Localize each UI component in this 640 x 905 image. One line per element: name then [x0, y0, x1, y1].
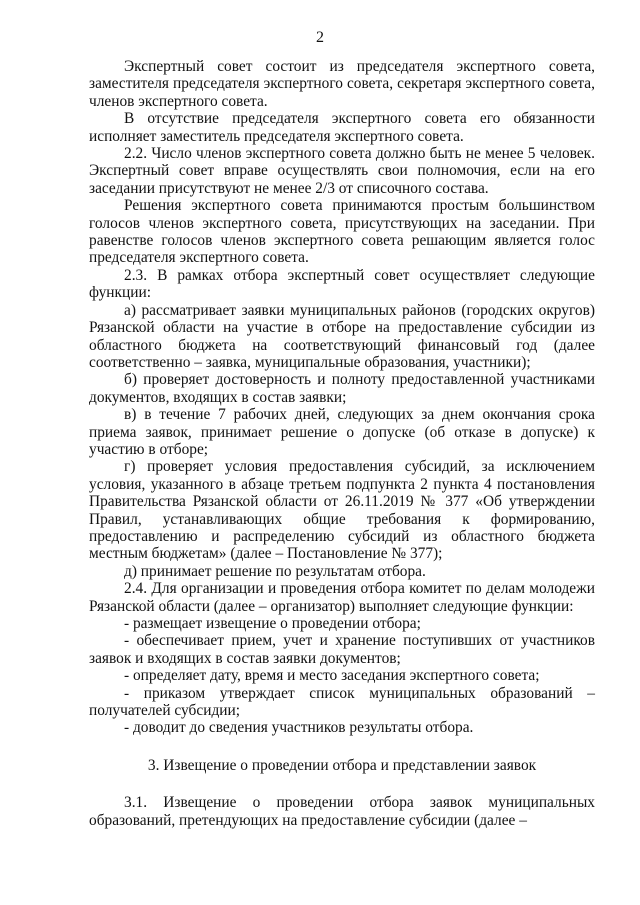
document-body	[89, 58, 595, 829]
paragraph-2-3: 2.3. В рамках отбора экспертный совет осуществляет следующие функции:	[89, 266, 595, 302]
dash-item-reception: - обеспечивает прием, учет и хранение поступивших от участников заявок и входящих в состав заявки документов;	[89, 632, 595, 667]
paragraph-council-composition: Экспертный совет состоит из председателя экспертного совета, заместителя председателя экспертного совета, секретаря экспертного совета, членов экспертного совета.	[89, 58, 595, 110]
dash-item-order: - приказом утверждает список муниципальных образований – получателей субсидии;	[89, 684, 595, 720]
paragraph-3-1: 3.1. Извещение о проведении отбора заявок муниципальных образований, претендующих на предоставление субсидии (далее –	[89, 794, 595, 829]
paragraph-chair-absence: В отсутствие председателя экспертного совета его обязанности исполняет заместитель председателя экспертного совета.	[89, 110, 595, 145]
dash-item-meeting: - определяет дату, время и место заседания экспертного совета;	[124, 667, 540, 685]
dash-item-notice: - размещает извещение о проведении отбора;	[124, 615, 421, 632]
list-item-b: б) проверяет достоверность и полноту предоставленной участниками документов, входящих в состав заявки;	[89, 371, 595, 406]
dash-item-results: - доводит до сведения участников результаты отбора.	[124, 719, 474, 737]
section-heading: 3. Извещение о проведении отбора и представлении заявок	[147, 756, 537, 774]
paragraph-decisions: Решения экспертного совета принимаются простым большинством голосов членов экспертного совета, присутствующих на заседании. При равенстве голосов членов экспертного совета решающим является голос председателя экспертного совета.	[89, 197, 595, 267]
list-item-g: г) проверяет условия предоставления субсидий, за исключением условия, указанного в абзаце третьем подпункта 2 пункта 4 постановления Правительства Рязанской области от 26.11.2019 № 377 «Об утверждении Правил, устанавливающих общие требования к формированию, предоставлению и распределению субсидий из областного бюджета местным бюджетам» (далее – Постановление № 377);	[89, 458, 595, 563]
list-item-v: в) в течение 7 рабочих дней, следующих за днем окончания срока приема заявок, принимает решение о допуске (об отказе в допуске) к участию в отборе;	[89, 406, 595, 458]
list-item-d: д) принимает решение по результатам отбора.	[124, 562, 426, 580]
paragraph-2-2: 2.2. Число членов экспертного совета должно быть не менее 5 человек. Экспертный совет вправе осуществлять свои полномочия, если на его заседании присутствуют не менее 2/3 от списочного состава.	[89, 145, 595, 197]
list-item-a: а) рассматривает заявки муниципальных районов (городских округов) Рязанской области на участие в отборе на предоставление субсидии из областного бюджета на соответствующий финансовый год (далее соответственно – заявка, муниципальные образования, участники);	[89, 301, 595, 371]
page-number: 2	[316, 29, 324, 46]
paragraph-2-4: 2.4. Для организации и проведения отбора комитет по делам молодежи Рязанской области (далее – организатор) выполняет следующие функции:	[89, 580, 595, 615]
